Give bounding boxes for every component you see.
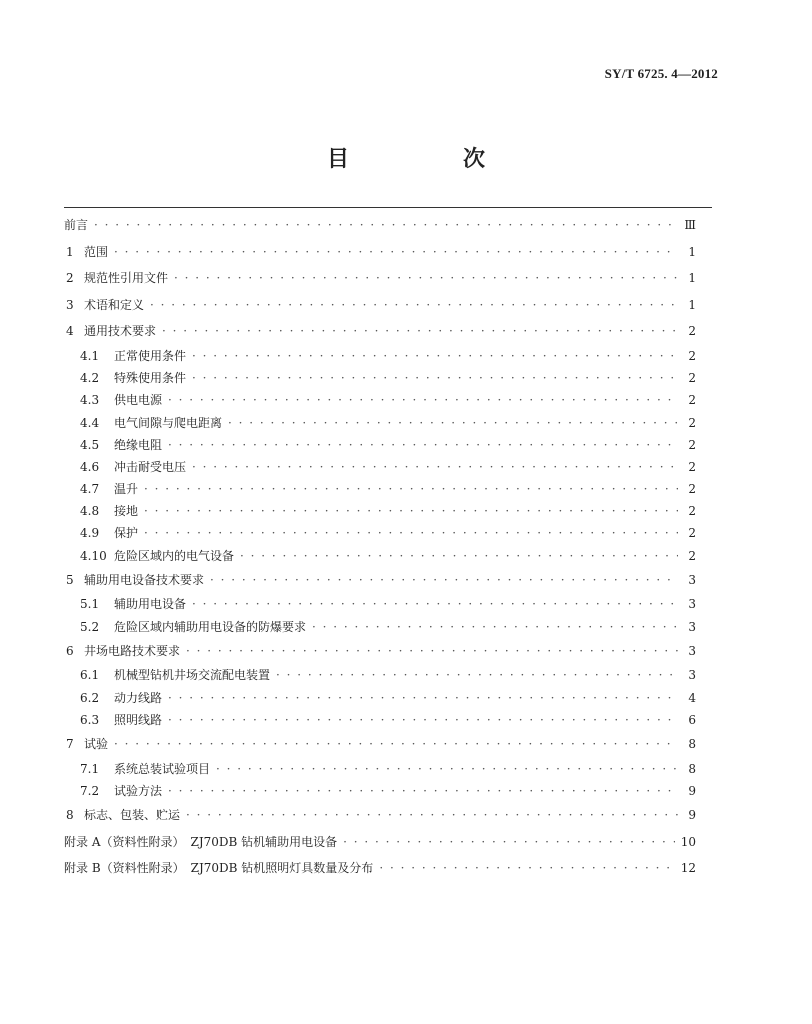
toc-dot-leader <box>379 855 674 882</box>
toc-entry-page: 12 <box>680 861 696 876</box>
toc-entry-title: 动力线路 <box>114 690 163 705</box>
toc-entry-number: 4.1 <box>80 348 100 363</box>
toc-dot-leader <box>312 616 678 638</box>
toc-entry-title: 照明线路 <box>114 712 163 727</box>
toc-entry-number: 7.1 <box>80 761 100 776</box>
toc-entry-title: 保护 <box>114 526 139 541</box>
toc-entry-page: 6 <box>688 712 696 727</box>
toc-entry-title: 系统总装试验项目 <box>114 761 211 776</box>
toc-entry[interactable] <box>64 758 696 780</box>
toc-dot-leader <box>168 709 678 731</box>
toc-entry-title: 接地 <box>114 504 139 519</box>
toc-entry[interactable] <box>64 593 696 615</box>
toc-entry-title: 术语和定义 <box>84 297 145 312</box>
toc-dot-leader <box>168 780 678 802</box>
toc-entry[interactable] <box>64 616 696 638</box>
toc-dot-leader <box>168 434 678 456</box>
toc-entry-page: 2 <box>688 324 696 339</box>
toc-entry-title: 绝缘电阻 <box>114 437 163 452</box>
toc-entry[interactable] <box>64 389 696 411</box>
toc-entry[interactable] <box>64 829 696 856</box>
toc-entry-title: 标志、包装、贮运 <box>84 807 181 822</box>
toc-entry-title: 电气间隙与爬电距离 <box>114 415 223 430</box>
toc-dot-leader <box>192 593 678 615</box>
toc-entry[interactable] <box>64 500 696 522</box>
toc-entry-title: 辅助用电设备 <box>114 597 187 612</box>
table-of-contents <box>64 212 696 882</box>
toc-entry-page: Ⅲ <box>684 218 696 232</box>
toc-entry-number: 4.2 <box>80 371 100 386</box>
toc-dot-leader <box>186 638 678 665</box>
toc-entry-number: 7.2 <box>80 783 100 798</box>
toc-entry[interactable] <box>64 709 696 731</box>
toc-dot-leader <box>192 456 678 478</box>
toc-entry-page: 10 <box>680 834 696 849</box>
toc-dot-leader <box>240 545 678 567</box>
toc-entry-title: 供电电源 <box>114 393 163 408</box>
standard-code: SY/T 6725. 4—2012 <box>604 66 718 81</box>
toc-entry-number: 5 <box>66 572 74 587</box>
toc-entry-page: 3 <box>688 597 696 612</box>
toc-entry[interactable] <box>64 731 696 758</box>
toc-dot-leader <box>114 731 678 758</box>
toc-entry-title: 特殊使用条件 <box>114 371 187 386</box>
toc-entry[interactable] <box>64 780 696 802</box>
toc-entry-title: 附录 B（资料性附录） ZJ70DB 钻机照明灯具数量及分布 <box>64 861 374 876</box>
toc-dot-leader <box>192 345 678 367</box>
toc-entry-title: 辅助用电设备技术要求 <box>84 572 205 587</box>
toc-entry-number: 4 <box>66 324 74 339</box>
toc-entry-page: 2 <box>688 526 696 541</box>
toc-entry[interactable] <box>64 265 696 292</box>
toc-entry-page: 1 <box>688 271 696 286</box>
toc-entry-page: 2 <box>688 348 696 363</box>
toc-dot-leader <box>216 758 678 780</box>
toc-entry[interactable] <box>64 802 696 829</box>
toc-dot-leader <box>168 389 678 411</box>
toc-dot-leader <box>144 522 678 544</box>
toc-entry[interactable] <box>64 664 696 686</box>
toc-entry-page: 4 <box>688 690 696 705</box>
toc-entry-number: 5.2 <box>80 619 100 634</box>
toc-entry-number: 4.4 <box>80 415 100 430</box>
toc-entry[interactable] <box>64 367 696 389</box>
toc-entry-title: 前言 <box>64 218 89 232</box>
toc-entry[interactable] <box>64 522 696 544</box>
toc-entry-title: 危险区域内的电气设备 <box>114 548 235 563</box>
toc-entry-page: 9 <box>688 783 696 798</box>
toc-entry-page: 3 <box>688 572 696 587</box>
toc-entry-page: 9 <box>688 807 696 822</box>
toc-entry-page: 2 <box>688 548 696 563</box>
toc-entry-title: 范围 <box>84 244 109 259</box>
toc-dot-leader <box>94 212 678 239</box>
toc-entry-page: 2 <box>688 393 696 408</box>
toc-entry-title: 温升 <box>114 482 139 497</box>
toc-entry-page: 2 <box>688 482 696 497</box>
toc-entry-number: 2 <box>66 271 74 286</box>
toc-dot-leader <box>174 265 678 292</box>
toc-entry[interactable] <box>64 456 696 478</box>
toc-entry-page: 3 <box>688 619 696 634</box>
toc-entry-page: 2 <box>688 415 696 430</box>
toc-entry-page: 3 <box>688 668 696 683</box>
toc-entry-page: 3 <box>688 643 696 658</box>
toc-entry[interactable] <box>64 292 696 319</box>
toc-entry[interactable] <box>64 478 696 500</box>
toc-entry-number: 6.3 <box>80 712 100 727</box>
toc-entry-number: 8 <box>66 807 74 822</box>
toc-entry[interactable] <box>64 318 696 345</box>
toc-entry-title: 机械型钻机井场交流配电装置 <box>114 668 271 683</box>
toc-entry-number: 4.10 <box>80 548 107 563</box>
toc-entry-title: 规范性引用文件 <box>84 271 169 286</box>
toc-entry-number: 5.1 <box>80 597 100 612</box>
toc-dot-leader <box>343 829 675 856</box>
toc-dot-leader <box>228 412 678 434</box>
toc-entry[interactable] <box>64 545 696 567</box>
toc-entry-page: 1 <box>688 244 696 259</box>
toc-entry-number: 6.1 <box>80 668 100 683</box>
toc-dot-leader <box>186 802 678 829</box>
toc-entry-number: 7 <box>66 736 74 751</box>
toc-entry[interactable] <box>64 567 696 594</box>
toc-entry-title: 试验方法 <box>114 783 163 798</box>
toc-dot-leader <box>168 687 678 709</box>
toc-entry-title: 通用技术要求 <box>84 324 157 339</box>
toc-entry-number: 4.3 <box>80 393 100 408</box>
toc-entry-number: 4.8 <box>80 504 100 519</box>
toc-dot-leader <box>114 239 678 266</box>
toc-entry[interactable] <box>64 434 696 456</box>
toc-entry[interactable] <box>64 638 696 665</box>
toc-dot-leader <box>150 292 678 319</box>
toc-dot-leader <box>276 664 678 686</box>
page-title: 目 次 <box>326 147 531 172</box>
toc-entry[interactable] <box>64 239 696 266</box>
toc-dot-leader <box>162 318 678 345</box>
toc-dot-leader <box>210 567 678 594</box>
toc-entry-page: 2 <box>688 371 696 386</box>
toc-entry-title: 附录 A（资料性附录） ZJ70DB 钻机辅助用电设备 <box>64 834 338 849</box>
toc-entry-title: 正常使用条件 <box>114 348 187 363</box>
toc-entry-title: 井场电路技术要求 <box>84 643 181 658</box>
toc-dot-leader <box>144 478 678 500</box>
title-rule <box>64 207 712 208</box>
toc-dot-leader <box>144 500 678 522</box>
toc-entry-number: 6.2 <box>80 690 100 705</box>
toc-entry-page: 8 <box>688 736 696 751</box>
toc-entry[interactable] <box>64 412 696 434</box>
toc-entry-number: 1 <box>66 244 74 259</box>
toc-entry-number: 4.9 <box>80 526 100 541</box>
toc-entry-number: 4.6 <box>80 459 100 474</box>
toc-entry[interactable] <box>64 212 696 239</box>
toc-entry-number: 3 <box>66 297 74 312</box>
toc-entry[interactable] <box>64 345 696 367</box>
toc-entry-title: 试验 <box>84 736 109 751</box>
toc-entry-page: 2 <box>688 437 696 452</box>
toc-entry-page: 2 <box>688 504 696 519</box>
toc-entry-page: 2 <box>688 459 696 474</box>
toc-entry-number: 4.5 <box>80 437 100 452</box>
toc-entry-page: 1 <box>688 297 696 312</box>
toc-entry-page: 8 <box>688 761 696 776</box>
toc-entry[interactable] <box>64 687 696 709</box>
toc-entry-title: 冲击耐受电压 <box>114 459 187 474</box>
toc-entry[interactable] <box>64 855 696 882</box>
toc-entry-number: 4.7 <box>80 482 100 497</box>
toc-entry-number: 6 <box>66 643 74 658</box>
toc-dot-leader <box>192 367 678 389</box>
toc-entry-title: 危险区域内辅助用电设备的防爆要求 <box>114 619 307 634</box>
